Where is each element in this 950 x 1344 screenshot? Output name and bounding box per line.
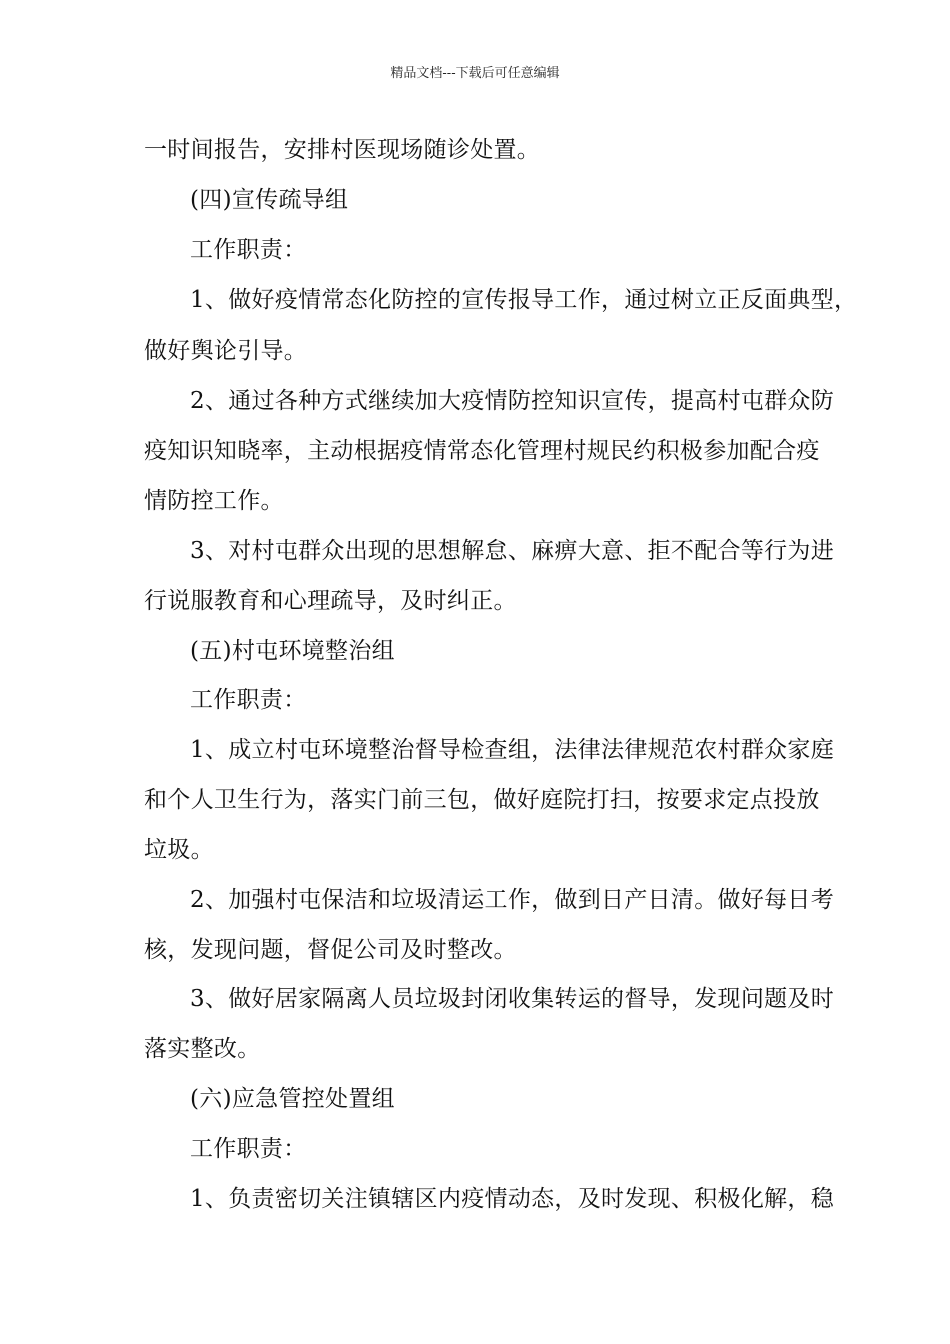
text-line: 工作职责： [190,237,307,263]
text-line: 情防控工作。 [144,488,284,514]
text-line: 做好舆论引导。 [144,338,308,364]
text-line: 行说服教育和心理疏导，及时纠正。 [144,588,517,614]
text-line: 疫知识知晓率，主动根据疫情常态化管理村规民约积极参加配合疫 [144,438,820,464]
text-line: 1、负责密切关注镇辖区内疫情动态，及时发现、积极化解，稳 [190,1186,835,1212]
text-line: 1、做好疫情常态化防控的宣传报导工作，通过树立正反面典型， [190,287,858,313]
text-line: 落实整改。 [144,1036,261,1062]
text-line: 3、对村屯群众出现的思想解怠、麻痹大意、拒不配合等行为进 [190,538,835,564]
section-heading: (四)宣传疏导组 [190,187,349,213]
text-line: 和个人卫生行为，落实门前三包，做好庭院打扫，按要求定点投放 [144,787,820,813]
text-line: 工作职责： [190,1136,307,1162]
page-header: 精品文档---下载后可任意编辑 [390,66,560,81]
text-line: 2、通过各种方式继续加大疫情防控知识宣传，提高村屯群众防 [190,388,835,414]
text-line: 工作职责： [190,687,307,713]
text-line: 一时间报告，安排村医现场随诊处置。 [144,137,541,163]
text-line: 核，发现问题，督促公司及时整改。 [144,937,517,963]
text-line: 1、成立村屯环境整治督导检查组，法律法律规范农村群众家庭 [190,737,835,763]
section-heading: (六)应急管控处置组 [190,1086,395,1112]
section-heading: (五)村屯环境整治组 [190,638,395,664]
text-line: 垃圾。 [144,837,214,863]
text-line: 3、做好居家隔离人员垃圾封闭收集转运的督导，发现问题及时 [190,986,835,1012]
text-line: 2、加强村屯保洁和垃圾清运工作，做到日产日清。做好每日考 [190,887,835,913]
